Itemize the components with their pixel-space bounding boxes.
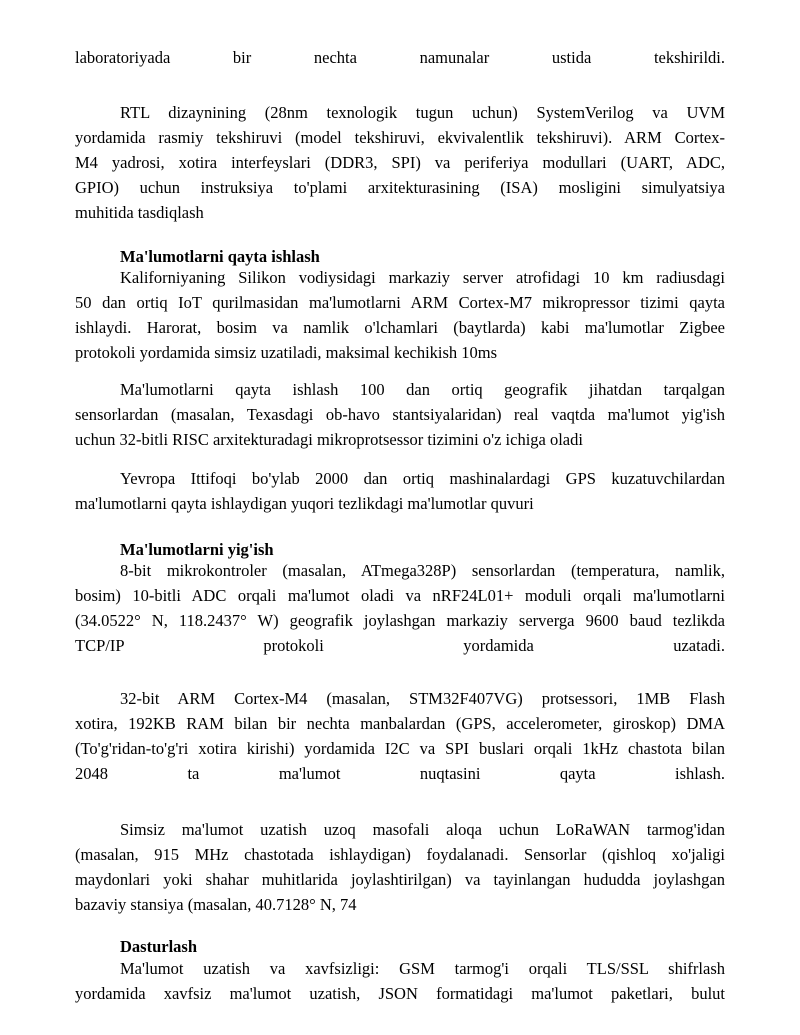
text-line: M4 yadrosi, xotira interfeyslari (DDR3, SPI) va periferiya modullari (UART, ADC, [75,153,725,172]
text-line: ishlaydi. Harorat, bosim va namlik o'lchamlari (baytlarda) kabi ma'lumotlar Zigbee [75,318,725,337]
text-line: uchun 32-bitli RISC arxitekturadagi mikroprotsessor tizimini o'z ichiga oladi [75,430,583,449]
text-line: xotira, 192KB RAM bilan bir nechta manbalardan (GPS, accelerometer, giroskop) DMA [75,714,725,733]
paragraph-collection-1 [75,558,725,658]
text-line: 32-bit ARM Cortex-M4 (masalan, STM32F407VG) protsessori, 1MB Flash [120,689,725,708]
text-line: maydonlari yoki shahar muhitlarida joylashtirilgan) va tayinlangan hududda joylashgan [75,870,725,889]
text-line: Ma'lumotlarni qayta ishlash 100 dan ortiq geografik jihatdan tarqalgan [120,380,725,399]
text-line: RTL dizaynining (28nm texnologik tugun uchun) SystemVerilog va UVM [120,103,725,122]
section-heading: Dasturlash [120,937,198,956]
paragraph-continuation [75,45,725,70]
text-line: bosim) 10-bitli ADC orqali ma'lumot oladi va nRF24L01+ moduli orqali ma'lumotlarni [75,586,725,605]
text-line: Simsiz ma'lumot uzatish uzoq masofali aloqa uchun LoRaWAN tarmog'idan [120,820,725,839]
paragraph-collection-3 [75,817,725,917]
text-line: protokoli yordamida simsiz uzatiladi, maksimal kechikish 10ms [75,343,498,362]
section-heading: Ma'lumotlarni yig'ish [120,540,274,559]
text-line: 8-bit mikrokontroler (masalan, ATmega328P) sensorlardan (temperatura, namlik, [120,561,725,580]
text-line: 50 dan ortiq IoT qurilmasidan ma'lumotlarni ARM Cortex-M7 mikropressor tizimi qayta [75,293,725,312]
text-line: yordamida rasmiy tekshiruvi (model tekshiruvi, ekvivalentlik tekshiruvi). ARM Cortex- [75,128,725,147]
paragraph-collection-2 [75,686,725,786]
text-line: (masalan, 915 MHz chastotada ishlaydigan) foydalanadi. Sensorlar (qishloq xo'jaligi [75,845,725,864]
text-line: Ma'lumot uzatish va xavfsizligi: GSM tarmog'i orqali TLS/SSL shifrlash [120,959,725,978]
text-line: sensorlardan (masalan, Texasdagi ob-havo stantsiyalaridan) real vaqtda ma'lumot yig'ish [75,405,725,424]
paragraph-processing-3 [75,466,725,516]
text-line: ma'lumotlarni qayta ishlaydigan yuqori tezlikdagi ma'lumotlar quvuri [75,494,534,513]
text-line: (34.0522° N, 118.2437° W) geografik joylashgan markaziy serverga 9600 baud tezlikda [75,611,725,630]
text-line: bazaviy stansiya (masalan, 40.7128° N, 74 [75,895,357,914]
text-line: (To'g'ridan-to'g'ri xotira kirishi) yordamida I2C va SPI buslari orqali 1kHz chastota bilan [75,739,725,758]
text-line: laboratoriyada bir nechta namunalar ustida tekshirildi. [75,48,725,67]
text-line: GPIO) uchun instruksiya to'plami arxitekturasining (ISA) mosligini simulyatsiya [75,178,725,197]
paragraph-programming-1 [75,956,725,1006]
paragraph-processing-1 [75,265,725,365]
section-heading: Ma'lumotlarni qayta ishlash [120,247,320,266]
paragraph-rtl-verification [75,100,725,225]
text-line: TCP/IP protokoli yordamida uzatadi. [75,636,725,655]
text-line: Kaliforniyaning Silikon vodiysidagi markaziy server atrofidagi 10 km radiusdagi [120,268,725,287]
text-line: 2048 ta ma'lumot nuqtasini qayta ishlash. [75,764,725,783]
paragraph-processing-2 [75,377,725,452]
text-line: Yevropa Ittifoqi bo'ylab 2000 dan ortiq mashinalardagi GPS kuzatuvchilardan [120,469,725,488]
text-line: muhitida tasdiqlash [75,203,204,222]
text-line: yordamida xavfsiz ma'lumot uzatish, JSON formatidagi ma'lumot paketlari, bulut [75,984,725,1003]
